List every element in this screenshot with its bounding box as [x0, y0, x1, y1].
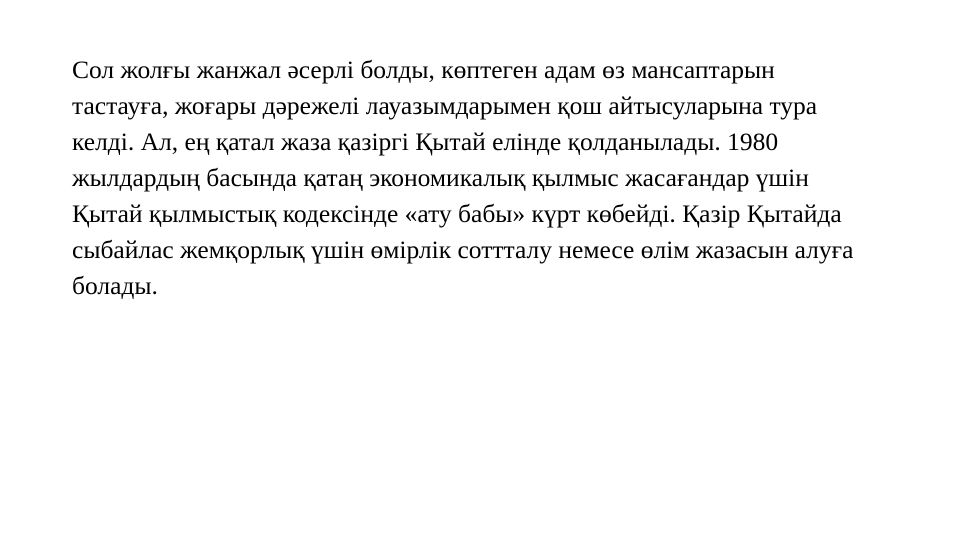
body-paragraph: Сол жолғы жанжал әсерлі болды, көптеген адам өз мансаптарын тастауға, жоғары дәрежелі лауазымдарымен қош айтысуларына тура келді. Ал, ең қатал жаза қазіргі Қытай елінде қолданылады. 1980 жылдардың басында қатаң экономикалық қылмыс жасағандар үшін Қытай қылмыстық кодексінде «ату бабы» күрт көбейді. Қазір Қытайда сыбайлас жемқорлық үшін өмірлік соттталу немесе өлім жазасын алуға болады.: [72, 55, 860, 300]
body-text-block: [72, 52, 862, 304]
